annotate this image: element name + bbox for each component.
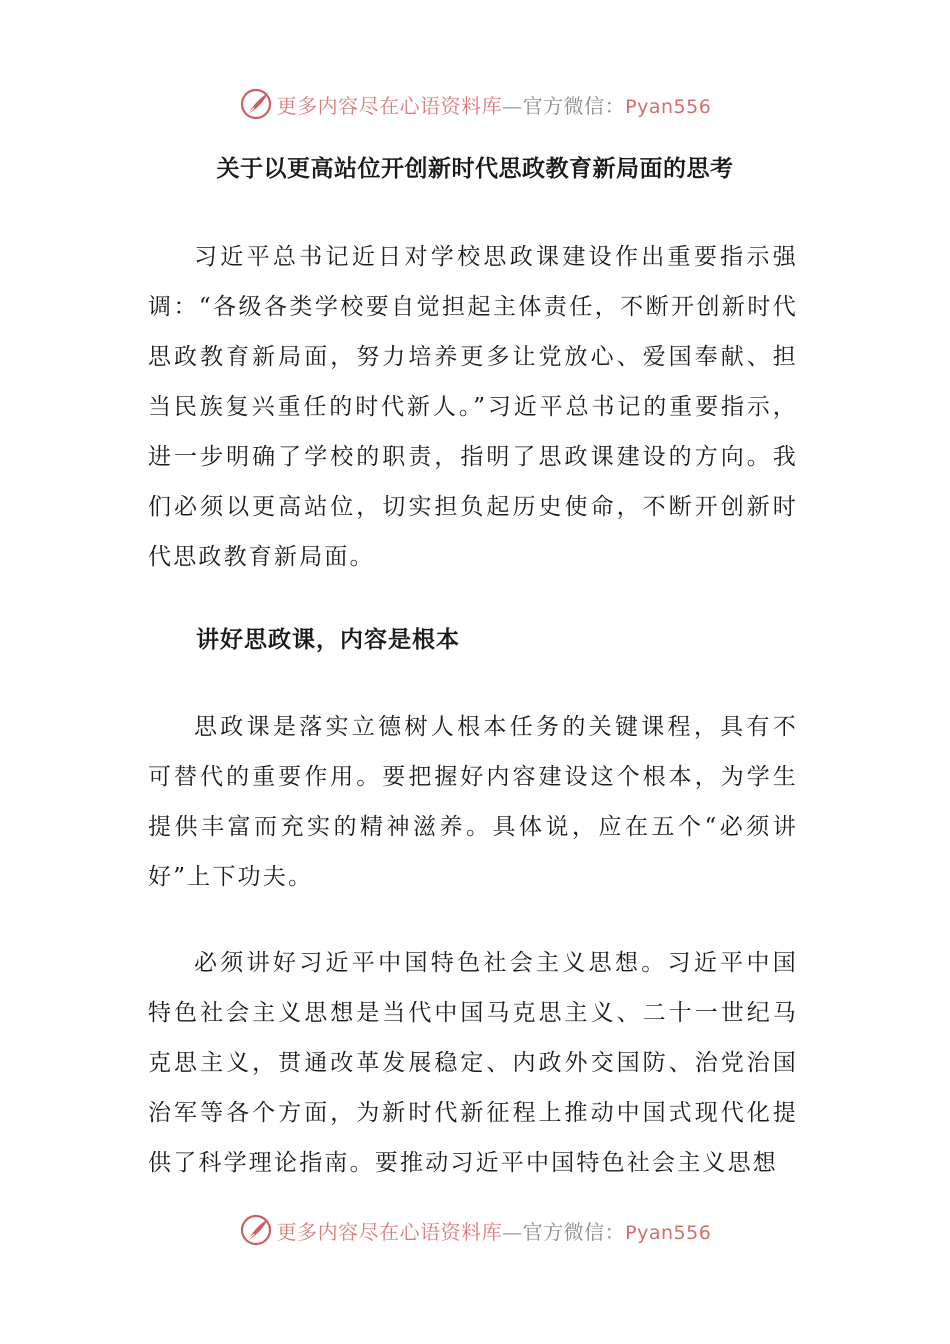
quill-logo-icon [239,1213,273,1247]
header-watermark [0,84,950,124]
paragraph-xi-thought: 必须讲好习近平中国特色社会主义思想。习近平中国特色社会主义思想是当代中国马克思主义、二十一世纪马克思主义，贯通改革发展稳定、内政外交国防、治党治国治军等各个方面，为新时代新征程上推动中国式现代化提供了科学理论指南。要推动习近平中国特色社会主义思想 [148,950,798,1176]
paragraph-intro: 习近平总书记近日对学校思政课建设作出重要指示强调：“各级各类学校要自觉担起主体责任，不断开创新时代思政教育新局面，努力培养更多让党放心、爱国奉献、担当民族复兴重任的时代新人。”习近平总书记的重要指示，进一步明确了学校的职责，指明了思政课建设的方向。我们必须以更高站位，切实担负起历史使命，不断开创新时代思政教育新局面。 [148,244,798,570]
watermark-separator: — [502,1219,523,1244]
footer-watermark [0,1210,950,1250]
watermark-text [277,90,712,119]
watermark-text [277,1216,712,1245]
section-heading: 讲好思政课，内容是根本 [196,626,460,653]
watermark-brand: 更多内容尽在心语资料库 [276,1219,503,1244]
paragraph-content-root: 思政课是落实立德树人根本任务的关键课程，具有不可替代的重要作用。要把握好内容建设这个根本，为学生提供丰富而充实的精神滋养。具体说，应在五个“必须讲好”上下功夫。 [148,714,798,890]
watermark-id: Pyan556 [625,95,712,118]
watermark-brand: 更多内容尽在心语资料库 [276,93,503,118]
watermark-id: Pyan556 [625,1221,712,1244]
quill-logo-icon [239,87,273,121]
watermark-label: 官方微信： [522,93,626,118]
watermark-separator: — [502,93,523,118]
document-title: 关于以更高站位开创新时代思政教育新局面的思考 [216,155,734,182]
watermark-label: 官方微信： [522,1219,626,1244]
